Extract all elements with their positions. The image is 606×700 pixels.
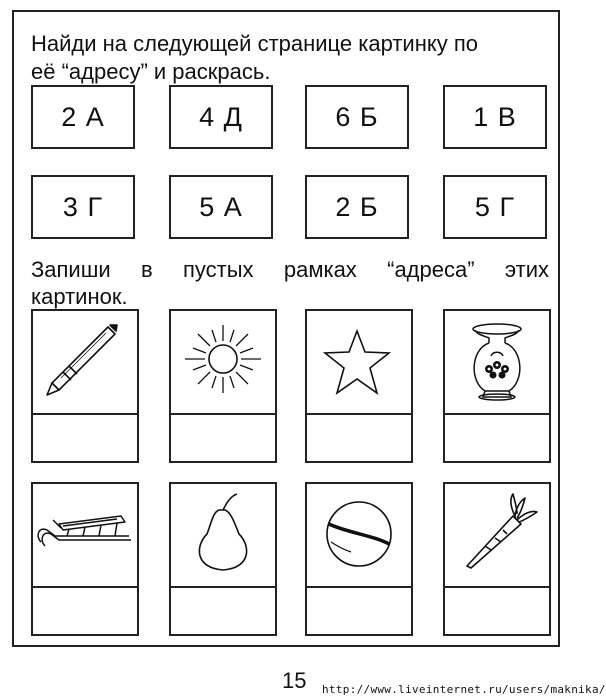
star-icon <box>307 311 411 413</box>
picture-card-pencil <box>31 309 139 463</box>
instruction-write-line-2: картинок. <box>31 284 128 309</box>
address-answer-field[interactable] <box>33 586 137 634</box>
address-box: 1 В <box>443 85 547 149</box>
picture-card-vase <box>443 309 551 463</box>
source-url: http://www.liveinternet.ru/users/maknika/ <box>322 683 606 696</box>
address-answer-field[interactable] <box>33 413 137 461</box>
address-answer-field[interactable] <box>171 413 275 461</box>
address-box: 4 Д <box>169 85 273 149</box>
address-box: 3 Г <box>31 175 135 239</box>
picture-card-carrot <box>443 482 551 636</box>
address-answer-field[interactable] <box>307 413 411 461</box>
address-answer-field[interactable] <box>171 586 275 634</box>
address-answer-field[interactable] <box>307 586 411 634</box>
pear-icon <box>171 484 275 586</box>
picture-card-star <box>305 309 413 463</box>
address-answer-field[interactable] <box>445 413 549 461</box>
address-answer-field[interactable] <box>445 586 549 634</box>
address-box: 2 А <box>31 85 135 149</box>
pencil-icon <box>33 311 137 413</box>
instruction-find-line-1: Найди на следующей странице картинку по <box>31 31 478 56</box>
picture-card-sled <box>31 482 139 636</box>
address-box: 6 Б <box>305 85 409 149</box>
address-box: 5 А <box>169 175 273 239</box>
address-box: 5 Г <box>443 175 547 239</box>
instruction-write-line-1: Запиши в пустых рамках “адреса” этих <box>31 257 549 282</box>
sun-icon <box>171 311 275 413</box>
instruction-find-line-2: её “адресу” и раскрась. <box>31 59 271 84</box>
picture-card-ball <box>305 482 413 636</box>
page-number: 15 <box>282 668 307 693</box>
ball-icon <box>307 484 411 586</box>
picture-card-sun <box>169 309 277 463</box>
picture-card-pear <box>169 482 277 636</box>
carrot-icon <box>445 484 549 586</box>
vase-icon <box>445 311 549 413</box>
sled-icon <box>33 484 137 586</box>
address-box: 2 Б <box>305 175 409 239</box>
